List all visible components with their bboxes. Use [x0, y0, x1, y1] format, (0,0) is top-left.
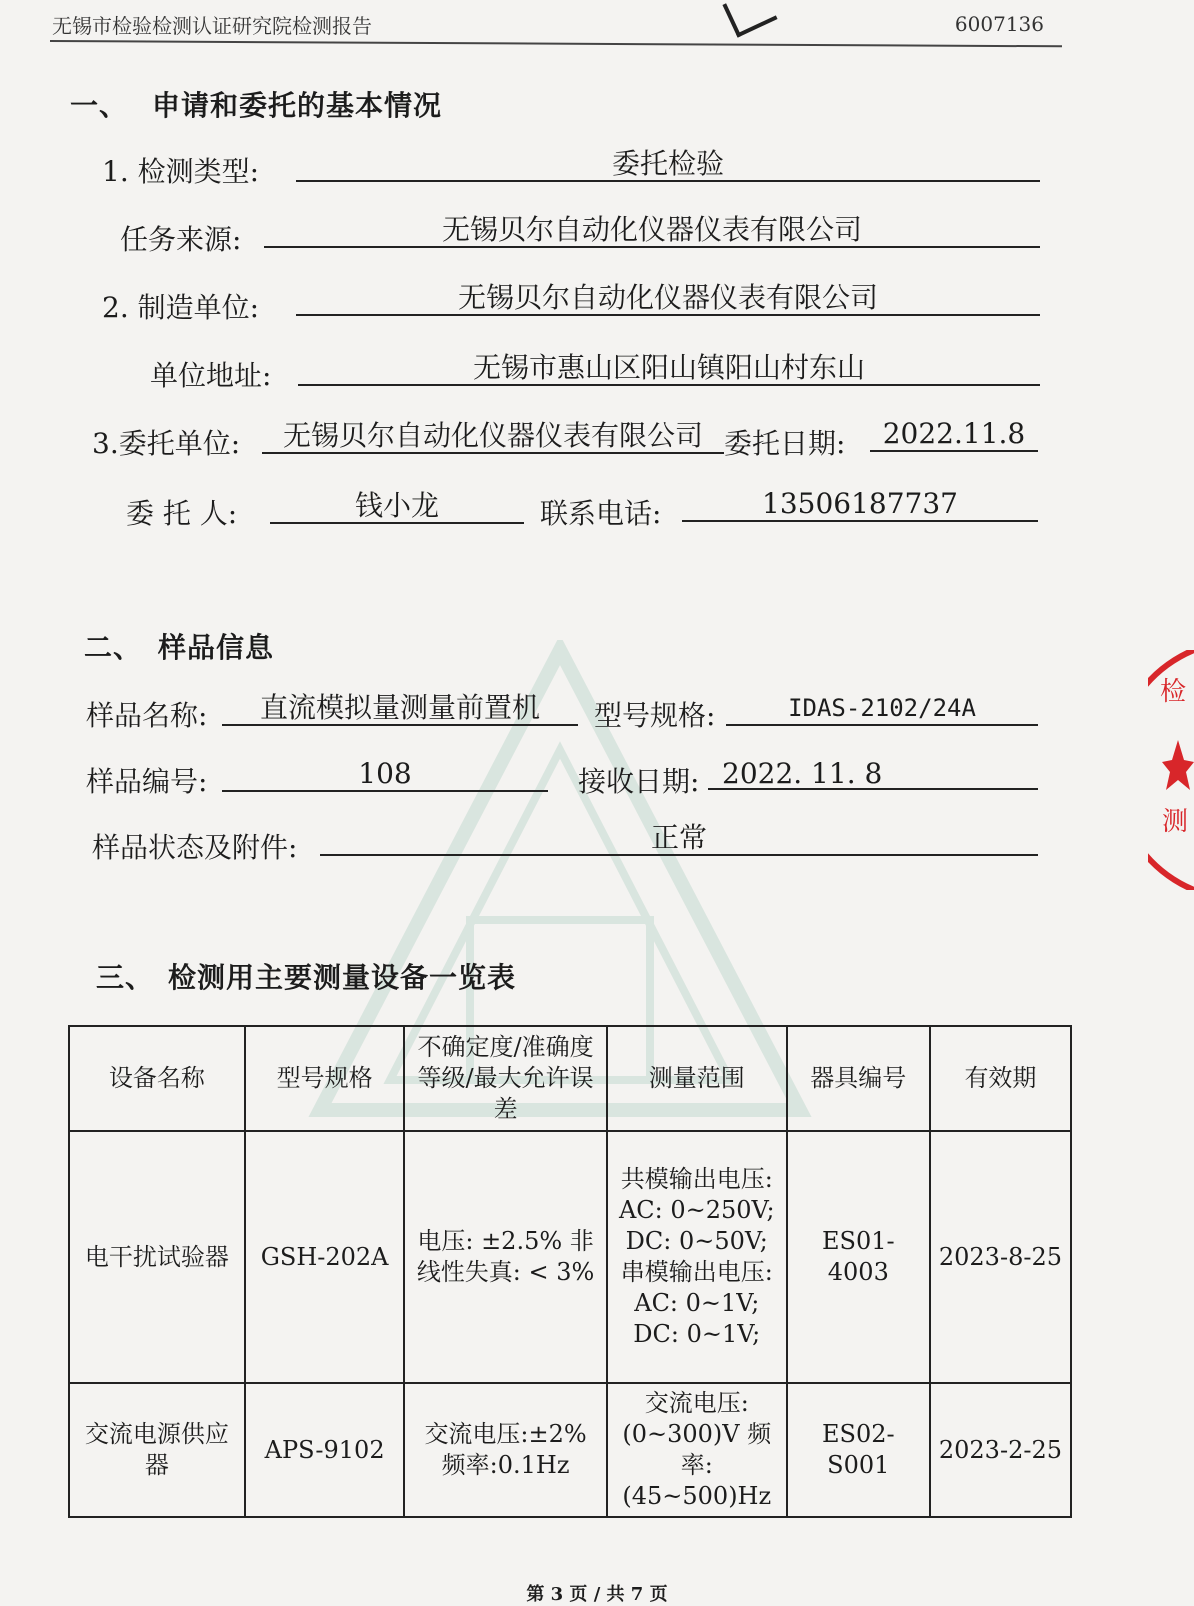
table-row [69, 1131, 1071, 1383]
entrustor-label: 委 托 人: [126, 497, 238, 530]
test-type-field: 委托检验 [296, 148, 1040, 182]
manufacturer-label: 2. 制造单位: [102, 291, 260, 324]
client-field: 无锡贝尔自动化仪器仪表有限公司 [262, 420, 724, 454]
col-header-accuracy: 不确定度/准确度等级/最大允许误差 [404, 1026, 606, 1131]
manufacturer-field: 无锡贝尔自动化仪器仪表有限公司 [296, 282, 1040, 316]
page-number: 第 3 页 / 共 7 页 [526, 1584, 668, 1605]
header-org: 无锡市检验检测认证研究院检测报告 [52, 14, 372, 38]
section-3-title: 三、 检测用主要测量设备一览表 [96, 961, 517, 994]
phone-label: 联系电话: [540, 497, 662, 530]
cell-model: GSH-202A [245, 1131, 405, 1383]
sample-name-label: 样品名称: [86, 699, 208, 732]
receive-date-label: 接收日期: [578, 765, 700, 798]
task-source-field: 无锡贝尔自动化仪器仪表有限公司 [264, 214, 1040, 248]
cell-id: ES02-S001 [787, 1383, 930, 1517]
sample-no-field: 108 [222, 758, 548, 792]
model-field: IDAS-2102/24A [726, 692, 1038, 726]
sample-status-field: 正常 [320, 822, 1038, 856]
report-number: 6007136 [954, 12, 1044, 36]
header-rule [50, 40, 1062, 47]
cell-name: 电干扰试验器 [69, 1131, 245, 1383]
section-2-title: 二、 样品信息 [84, 631, 275, 664]
entrust-date-field: 2022.11.8 [870, 418, 1038, 452]
official-stamp [1148, 650, 1194, 890]
address-field: 无锡市惠山区阳山镇阳山村东山 [298, 352, 1040, 386]
table-row [69, 1383, 1071, 1517]
phone-field: 13506187737 [682, 488, 1038, 522]
svg-text:检: 检 [1160, 677, 1187, 707]
cell-id: ES01-4003 [787, 1131, 930, 1383]
client-label: 3.委托单位: [92, 427, 241, 460]
cell-range: 交流电压:(0~300)V 频率:(45~500)Hz [607, 1383, 787, 1517]
col-header-range: 测量范围 [607, 1026, 787, 1131]
col-header-model: 型号规格 [245, 1026, 405, 1131]
cell-model: APS-9102 [245, 1383, 405, 1517]
svg-text:测: 测 [1162, 807, 1189, 837]
equipment-table [68, 1025, 1072, 1518]
col-header-name: 设备名称 [69, 1026, 245, 1131]
task-source-label: 任务来源: [120, 223, 242, 256]
cell-name: 交流电源供应器 [69, 1383, 245, 1517]
model-label: 型号规格: [594, 699, 716, 732]
col-header-valid: 有效期 [930, 1026, 1071, 1131]
section-1-title: 一、 申请和委托的基本情况 [70, 89, 443, 122]
sample-no-label: 样品编号: [86, 765, 208, 798]
cell-accuracy: 交流电压:±2% 频率:0.1Hz [404, 1383, 606, 1517]
entrustor-field: 钱小龙 [270, 490, 524, 524]
test-type-label: 1. 检测类型: [102, 155, 260, 188]
check-mark [722, 0, 777, 38]
cell-valid: 2023-2-25 [930, 1383, 1071, 1517]
col-header-id: 器具编号 [787, 1026, 930, 1131]
address-label: 单位地址: [150, 359, 272, 392]
sample-name-field: 直流模拟量测量前置机 [222, 692, 578, 726]
cell-valid: 2023-8-25 [930, 1131, 1071, 1383]
table-header-row [69, 1026, 1071, 1131]
sample-status-label: 样品状态及附件: [92, 831, 298, 864]
cell-accuracy: 电压: ±2.5% 非线性失真: < 3% [404, 1131, 606, 1383]
cell-range: 共模输出电压: AC: 0~250V; DC: 0~50V; 串模输出电压: AC: 0~1V; DC: 0~1V; [607, 1131, 787, 1383]
receive-date-field: 2022. 11. 8 [708, 758, 1038, 790]
entrust-date-label: 委托日期: [724, 427, 846, 460]
